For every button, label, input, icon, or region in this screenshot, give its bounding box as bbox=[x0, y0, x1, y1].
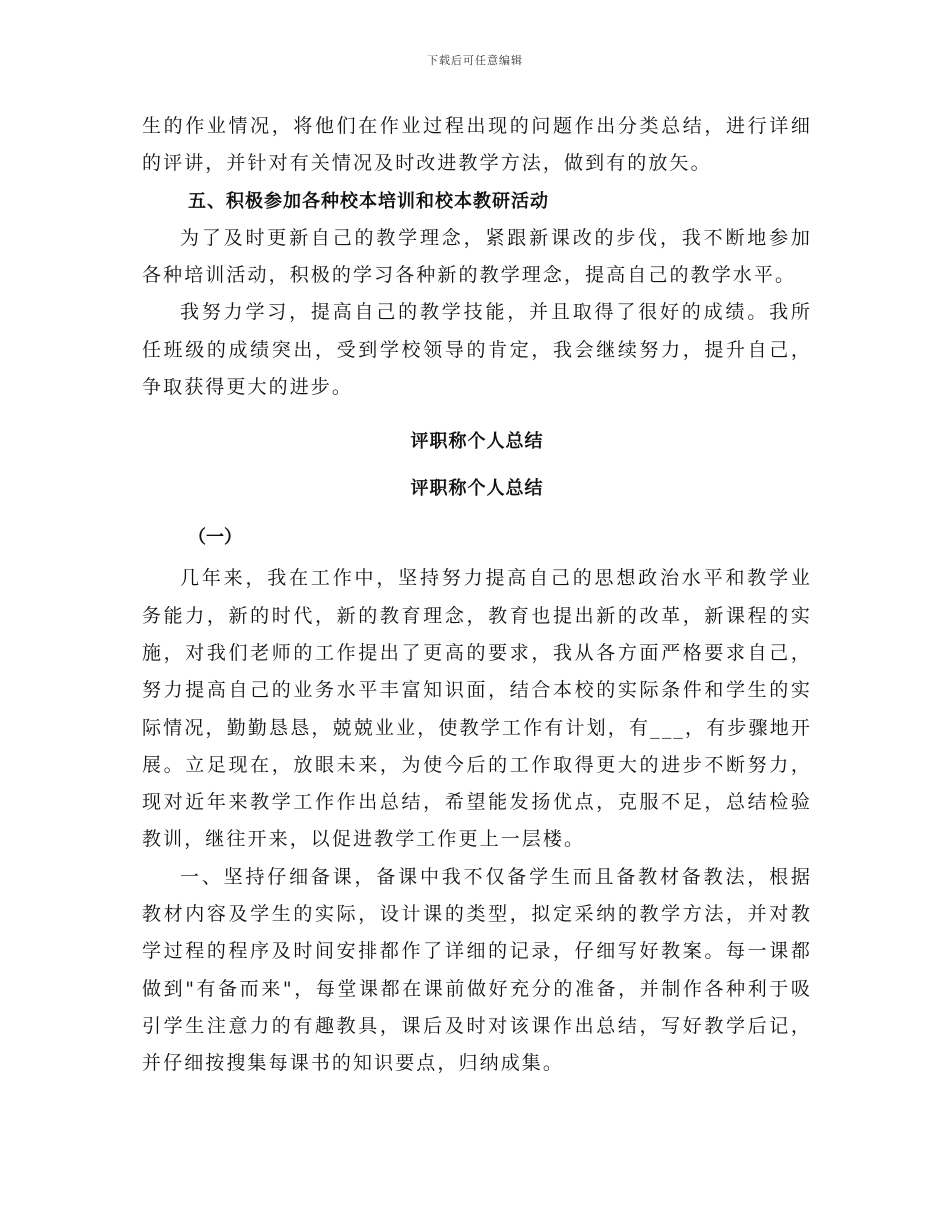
page-header-note: 下载后可任意编辑 bbox=[427, 54, 523, 67]
section-marker-one: （一） bbox=[188, 527, 242, 549]
paragraph-skills: 我努力学习，提高自己的教学技能，并且取得了很好的成绩。我所任班级的成绩突出，受到学校领导的肯定，我会继续努力，提升自己，争取获得更大的进步。 bbox=[142, 301, 812, 399]
paragraph-training: 为了及时更新自己的教学理念，紧跟新课改的步伐，我不断地参加各种培训活动，积极的学习各种新的教学理念，提高自己的教学水平。 bbox=[142, 226, 812, 287]
document-body bbox=[142, 108, 812, 1083]
section-heading-five: 五、积极参加各种校本培训和校本教研活动 bbox=[188, 190, 549, 212]
paragraph-continued: 生的作业情况，将他们在作业过程出现的问题作出分类总结，进行详细的评讲，并针对有关情况及时改进教学方法，做到有的放矢。 bbox=[142, 115, 812, 175]
document-subtitle: 评职称个人总结 bbox=[410, 478, 544, 500]
document-title: 评职称个人总结 bbox=[410, 431, 544, 453]
paragraph-intro: 几年来，我在工作中，坚持努力提高自己的思想政治水平和教学业务能力，新的时代，新的教育理念，教育也提出新的改革，新课程的实施，对我们老师的工作提出了更高的要求，我从各方面严格要求自己，努力提高自己的业务水平丰富知识面，结合本校的实际条件和学生的实际情况，勤勤恳恳，兢兢业业，使教学工作有计划，有___，有步骤地开展。立足现在，放眼未来，为使今后的工作取得更大的进步不断努力，现对近年来教学工作作出总结，希望能发扬优点，克服不足，总结检验教训，继往开来，以促进教学工作更上一层楼。 bbox=[142, 567, 812, 851]
paragraph-lesson-prep: 一、坚持仔细备课，备课中我不仅备学生而且备教材备教法，根据教材内容及学生的实际，设计课的类型，拟定采纳的教学方法，并对教学过程的程序及时间安排都作了详细的记录，仔细写好教案。每一课都做到"有备而来"，每堂课都在课前做好充分的准备，并制作各种利于吸引学生注意力的有趣教具，课后及时对该课作出总结，写好教学后记，并仔细按搜集每课书的知识要点，归纳成集。 bbox=[142, 865, 812, 1075]
